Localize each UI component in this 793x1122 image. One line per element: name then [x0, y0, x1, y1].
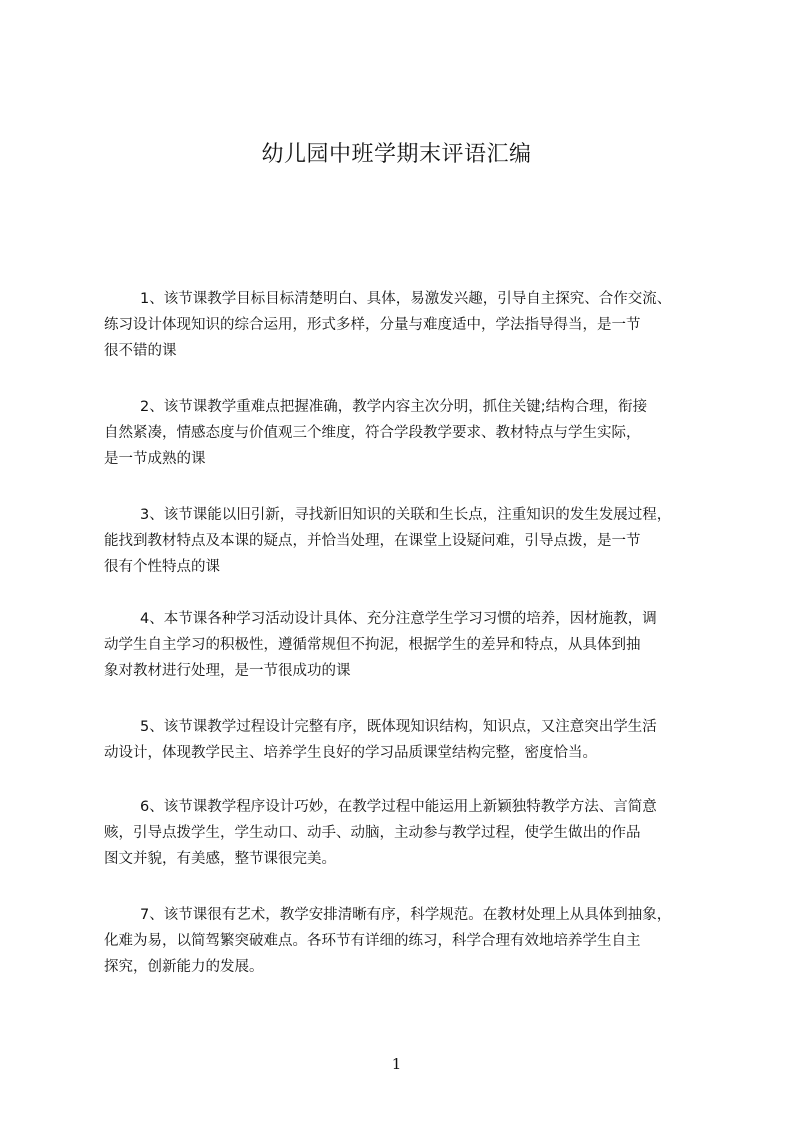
comment-item-7: [104, 902, 671, 980]
item-line: 很不错的课: [104, 343, 177, 359]
comment-item-5: [104, 714, 657, 766]
item-line: 4、本节课各种学习活动设计具体、充分注意学生学习习惯的培养，因材施教，调: [140, 611, 657, 627]
item-line: 自然紧凑，情感态度与价值观三个维度，符合学段教学要求、教材特点与学生实际，: [104, 425, 641, 441]
item-line: 能找到教材特点及本课的疑点，并恰当处理，在课堂上设疑问难，引导点拨，是一节: [104, 533, 641, 549]
item-line: 7、该节课很有艺术，教学安排清晰有序，科学规范。在教材处理上从具体到抽象，: [140, 907, 672, 923]
item-line: 探究，创新能力的发展。: [104, 959, 264, 975]
comment-item-2: [104, 394, 647, 472]
item-line: 是一节成熟的课: [104, 451, 206, 467]
item-line: 练习设计体现知识的综合运用，形式多样，分量与难度适中，学法指导得当，是一节: [104, 317, 641, 333]
item-line: 3、该节课能以旧引新，寻找新旧知识的关联和生长点，注重知识的发生发展过程，: [140, 507, 672, 523]
item-line: 象对教材进行处理，是一节很成功的课: [104, 663, 351, 679]
item-line: 赅，引导点拨学生，学生动口、动手、动脑，主动参与教学过程，使学生做出的作品: [104, 825, 641, 841]
page-number: 1: [391, 1055, 402, 1073]
comment-item-4: [104, 606, 657, 684]
item-line: 6、该节课教学程序设计巧妙，在教学过程中能运用上新颖独特教学方法、言简意: [140, 799, 657, 815]
item-line: 很有个性特点的课: [104, 559, 220, 575]
comment-item-6: [104, 794, 657, 872]
item-line: 1、该节课教学目标目标清楚明白、具体，易激发兴趣，引导自主探究、合作交流、: [140, 291, 672, 307]
item-line: 动设计，体现教学民主、培养学生良好的学习品质课堂结构完整，密度恰当。: [104, 745, 597, 761]
comment-item-3: [104, 502, 671, 580]
document-title: 幼儿园中班学期末评语汇编: [261, 142, 532, 167]
item-line: 5、该节课教学过程设计完整有序，既体现知识结构，知识点，又注意突出学生活: [140, 719, 657, 735]
item-line: 化难为易，以简驾繁突破难点。各环节有详细的练习，科学合理有效地培养学生自主: [104, 933, 641, 949]
comment-item-1: [104, 286, 671, 364]
item-line: 动学生自主学习的积极性，遵循常规但不拘泥，根据学生的差异和特点，从具体到抽: [104, 637, 641, 653]
item-line: 2、该节课教学重难点把握准确，教学内容主次分明，抓住关键;结构合理，衔接: [140, 399, 648, 415]
item-line: 图文并貌，有美感，整节课很完美。: [104, 851, 336, 867]
